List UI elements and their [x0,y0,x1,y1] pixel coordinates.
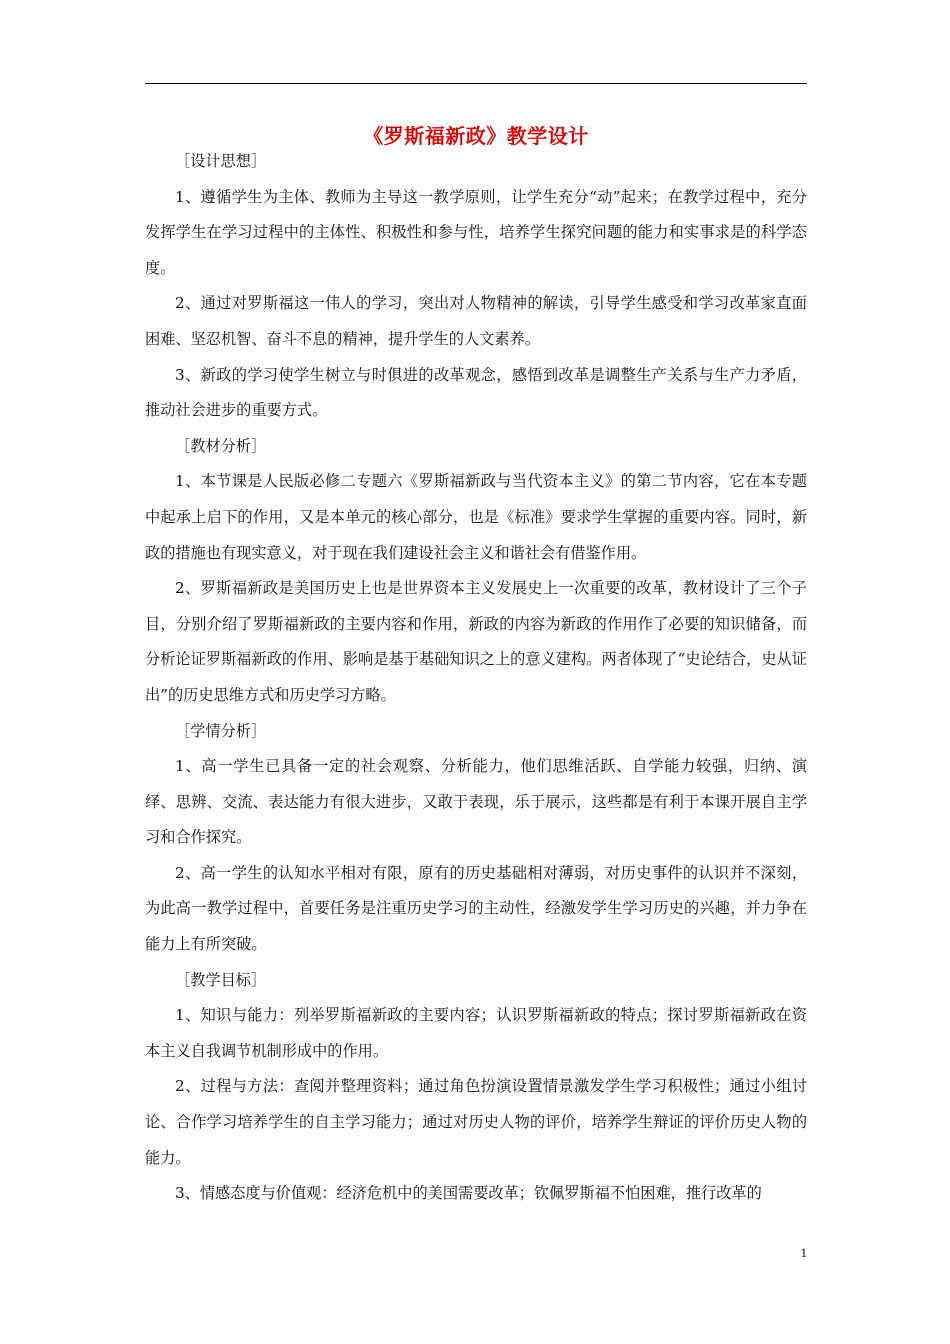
paragraph-textbook-1: 1、本节课是人民版必修二专题六《罗斯福新政与当代资本主义》的第二节内容，它在本专题中起承上启下的作用，又是本单元的核心部分，也是《标准》要求学生掌握的重要内容。同时，新政的措施也有现实意义，对于现在我们建设社会主义和谐社会有借鉴作用。 [145,472,807,562]
paragraph-design-1: 1、遵循学生为主体、教师为主导这一教学原则，让学生充分“动”起来；在教学过程中，充分发挥学生在学习过程中的主体性、积极性和参与性，培养学生探究问题的能力和实事求是的科学态度。 [145,187,807,277]
paragraph-textbook-2: 2、罗斯福新政是美国历史上也是世界资本主义发展史上一次重要的改革，教材设计了三个子目，分别介绍了罗斯福新政的主要内容和作用，新政的内容为新政的作用作了必要的知识储备，而分析论证罗斯福新政的作用、影响是基于基础知识之上的意义建构。两者体现了“史论结合，史从证出”的历史思维方式和历史学习方略。 [145,579,807,704]
header-rule [145,83,807,84]
paragraph-design-3: 3、新政的学习使学生树立与时俱进的改革观念，感悟到改革是调整生产关系与生产力矛盾，推动社会进步的重要方式。 [145,365,807,420]
document-body [145,144,807,1212]
document-title: 《罗斯福新政》教学设计 [363,124,589,148]
paragraph-students-1: 1、高一学生已具备一定的社会观察、分析能力，他们思维活跃、自学能力较强，归纳、演绎、思辨、交流、表达能力有很大进步，又敢于表现，乐于展示，这些都是有利于本课开展自主学习和合作探究。 [145,757,807,847]
section-heading-students: ［学情分析］ [175,721,267,740]
paragraph-goals-1: 1、知识与能力：列举罗斯福新政的主要内容；认识罗斯福新政的特点；探讨罗斯福新政在资本主义自我调节机制形成中的作用。 [145,1006,807,1060]
paragraph-goals-2: 2、过程与方法：查阅并整理资料；通过角色扮演设置情景激发学生学习积极性；通过小组讨论、合作学习培养学生的自主学习能力；通过对历史人物的评价，培养学生辩证的评价历史人物的能力。 [145,1077,807,1167]
paragraph-students-2: 2、高一学生的认知水平相对有限，原有的历史基础相对薄弱，对历史事件的认识并不深刻，为此高一教学过程中，首要任务是注重历史学习的主动性，经激发学生学习历史的兴趣，并力争在能力上有所突破。 [145,863,807,954]
section-heading-design: ［设计思想］ [175,152,267,170]
section-heading-goals: ［教学目标］ [175,970,267,989]
paragraph-design-2: 2、通过对罗斯福这一伟人的学习，突出对人物精神的解读，引导学生感受和学习改革家直面困难、坚忍机智、奋斗不息的精神，提升学生的人文素养。 [145,294,807,348]
page-number: 1 [800,1245,807,1260]
section-heading-textbook: ［教材分析］ [175,436,267,455]
paragraph-goals-3: 3、情感态度与价值观：经济危机中的美国需要改革；钦佩罗斯福不怕困难，推行改革的 [175,1184,762,1203]
